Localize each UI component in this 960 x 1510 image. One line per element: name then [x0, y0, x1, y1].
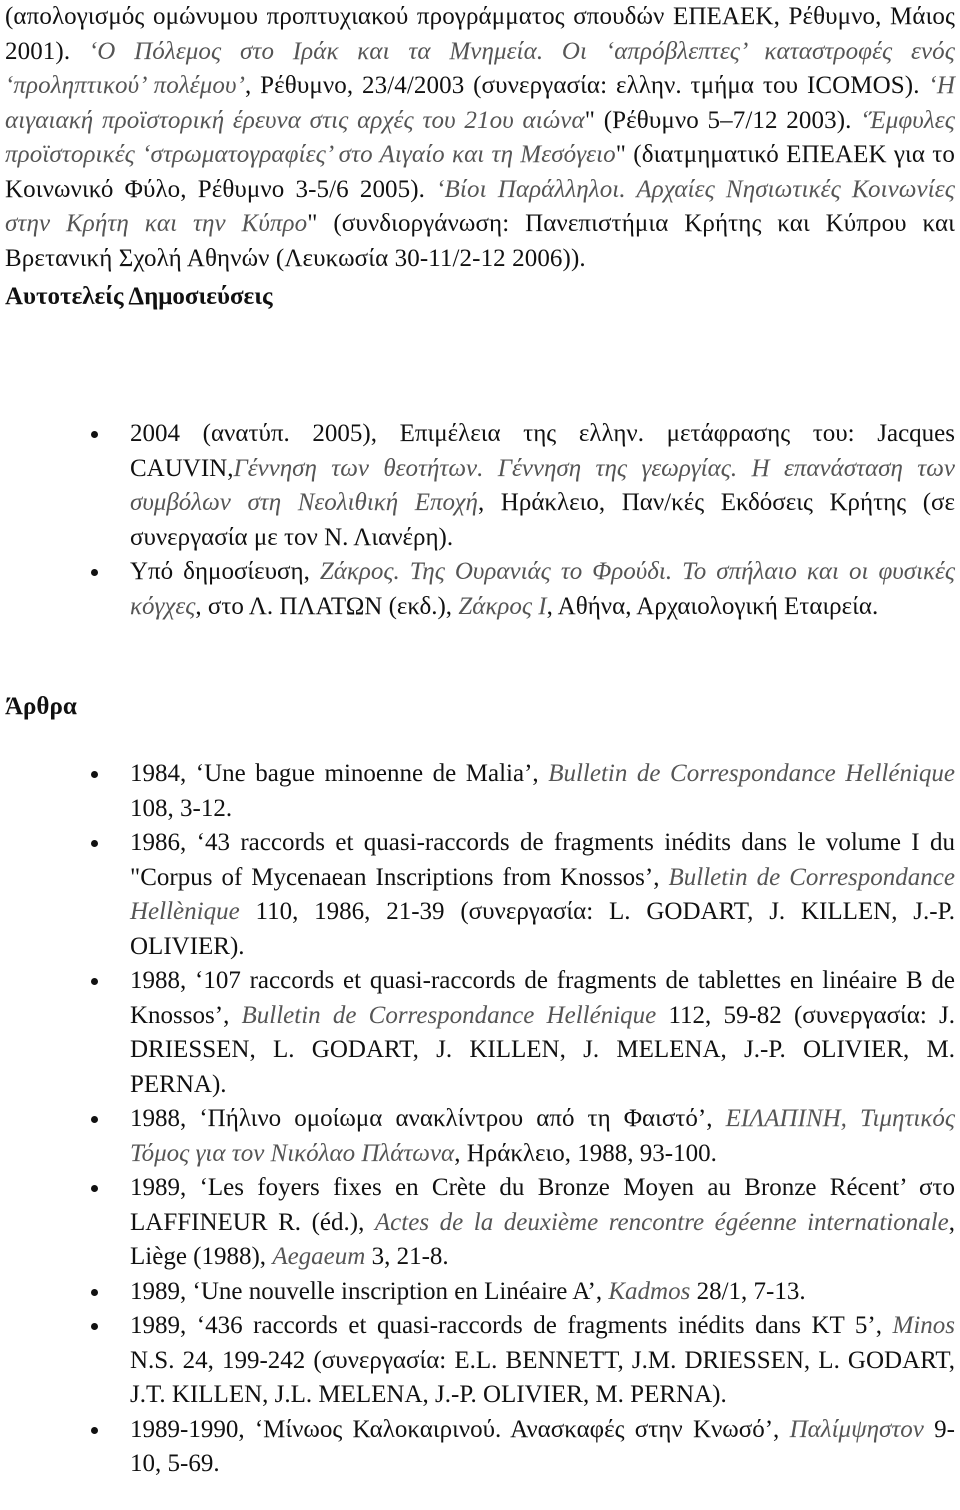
bullet-icon	[91, 771, 98, 778]
citation-text: 1988, ‘Πήλινο ομοίωμα ανακλίντρου από τη Φαιστό’,	[130, 1105, 726, 1132]
heading-monographs: Αυτοτελείς Δημοσιεύσεις	[5, 283, 273, 310]
italic-title-text: ‘Έμφυλες προϊστορικές ‘στρωματογραφίες’ στο Αιγαίο και τη Μεσόγειο	[5, 106, 955, 168]
italic-title-text: Γέννηση των θεοτήτων. Γέννηση της γεωργίας. Η επανάσταση των συμβόλων στη Νεολιθική Εποχή	[130, 454, 955, 516]
italic-title-text: Ζάκρος Ι	[458, 592, 547, 620]
article-list-item	[5, 964, 955, 1102]
bullet-icon	[91, 840, 98, 847]
italic-title-text: Bulletin de Correspondance Hellènique	[130, 863, 955, 925]
italic-title-text: Kadmos	[608, 1277, 691, 1305]
italic-title-text: ‘Βίοι Παράλληλοι. Αρχαίες Νησιωτικές Κοινωνίες στην Κρήτη και την Κύπρο	[5, 175, 955, 237]
bullet-icon	[91, 1289, 98, 1296]
article-list-item	[5, 757, 955, 826]
bullet-icon	[91, 431, 98, 438]
article-list-item	[5, 1309, 955, 1413]
monograph-list-item	[5, 417, 955, 555]
citation-text: " (Ρέθυμνο 5–7/12 2003).	[584, 106, 861, 134]
citation-text: " (διατμηματικό ΕΠΕΑΕΚ για το Κοινωνικό Φύλο, Ρέθυμνο 3-5/6 2005).	[5, 141, 955, 203]
italic-title-text: Aegaeum	[272, 1243, 366, 1270]
citation-text: 1989-1990, ‘Μίνωος Καλοκαιρινού. Ανασκαφές στην Κνωσό’,	[130, 1415, 790, 1443]
citation-text: 1989, ‘436 raccords et quasi-raccords de fragments inédits dans KT 5’,	[130, 1312, 893, 1339]
bullet-icon	[91, 1323, 98, 1330]
citation-text: 3, 21-8.	[365, 1243, 449, 1270]
italic-title-text: Minos	[892, 1312, 955, 1339]
italic-title-text: Bulletin de Correspondance Hellénique	[548, 760, 955, 787]
article-list-item	[5, 826, 955, 964]
italic-title-text: Ζάκρος. Της Ουρανιάς το Φρούδι. Το σπήλαιο και οι φυσικές κόγχες	[130, 558, 956, 620]
italic-title-text: ‘Ο Πόλεμος στο Ιράκ και τα Μνημεία. Οι ‘απρόβλεπτες’ καταστροφές ενός ‘προληπτικού’ πολέμου’	[5, 37, 955, 99]
citation-text: 9-10, 5-69.	[130, 1415, 956, 1477]
bullet-icon	[91, 978, 98, 985]
bullet-icon	[91, 1185, 98, 1192]
citation-text: 108, 3-12.	[130, 794, 233, 822]
italic-title-text: Bulletin de Correspondance Hellénique	[241, 1001, 657, 1029]
citation-text: 1984, ‘Une bague minoenne de Malia’,	[130, 760, 549, 787]
monograph-list-item	[5, 555, 955, 624]
article-list-item	[5, 1413, 955, 1482]
bullet-icon	[91, 569, 98, 576]
article-list-item	[5, 1102, 955, 1171]
citation-text: 1989, ‘Une nouvelle inscription en Linéaire A’,	[130, 1277, 609, 1305]
monographs-list	[5, 417, 955, 624]
italic-title-text: Actes de la deuxième rencontre égéenne internationale	[374, 1208, 949, 1236]
bullet-icon	[91, 1427, 98, 1434]
bullet-icon	[91, 1116, 98, 1123]
citation-text: , Liège (1988),	[130, 1208, 956, 1270]
citation-text: (απολογισμός ομώνυμου προπτυχιακού προγράμματος σπουδών ΕΠΕΑΕΚ, Ρέθυμνο, Μάιος 2001).	[5, 3, 955, 65]
citation-text: 112, 59-82 (συνεργασία: J. DRIESSEN, L. GODART, J. KILLEN, J. MELENA, J.-P. OLIVIER, M. PERNA).	[130, 1001, 955, 1098]
citation-text: 1989, ‘Les foyers fixes en Crète du Bronze Moyen au Bronze Récent’ στο LAFFINEUR R. (éd.),	[130, 1174, 955, 1236]
intro-paragraph	[5, 0, 955, 276]
citation-text: N.S. 24, 199-242 (συνεργασία: E.L. BENNETT, J.M. DRIESSEN, L. GODART, J.T. KILLEN, J.L. MELENA, J.-P. OLIVIER, M. PERNA).	[130, 1346, 955, 1408]
italic-title-text: ‘Η αιγαιακή προϊστορική έρευνα στις αρχές του 21ου αιώνα	[5, 72, 955, 134]
heading-articles: Άρθρα	[5, 693, 77, 720]
article-list-item	[5, 1171, 955, 1275]
italic-title-text: ΕΙΛΑΠΙΝΗ, Τιμητικός Τόμος για τον Νικόλαο Πλάτωνα	[130, 1105, 955, 1167]
italic-title-text: Παλίμψηστον	[789, 1415, 924, 1443]
citation-text: 110, 1986, 21-39 (συνεργασία: L. GODART, J. KILLEN, J.-P. OLIVIER).	[130, 898, 955, 960]
article-list-item	[5, 1275, 955, 1310]
citation-text: , στο Λ. ΠΛΑΤΩΝ (εκδ.),	[195, 592, 459, 620]
citation-text: 2004 (ανατύπ. 2005), Επιμέλεια της ελλην. μετάφρασης του: Jacques CAUVIN,	[130, 420, 955, 482]
citation-text: " (συνδιοργάνωση: Πανεπιστήμια Κρήτης και Κύπρου και Βρετανική Σχολή Αθηνών (Λευκωσία 30-11/2-12 2006)).	[5, 210, 955, 272]
articles-list	[5, 757, 955, 1482]
citation-text: , Αθήνα, Αρχαιολογική Εταιρεία.	[546, 592, 879, 620]
citation-text: 1986, ‘43 raccords et quasi-raccords de fragments inédits dans le volume I du "Corpus of Mycenaean Inscriptions from Knossos’,	[130, 829, 955, 891]
citation-text: , Ηράκλειο, 1988, 93-100.	[454, 1139, 717, 1167]
citation-text: 1988, ‘107 raccords et quasi-raccords de fragments de tablettes en linéaire B de Knossos’,	[130, 967, 955, 1029]
citation-text: , Ηράκλειο, Παν/κές Εκδόσεις Κρήτης (σε συνεργασία με τον Ν. Λιανέρη).	[130, 489, 955, 551]
citation-text: 28/1, 7-13.	[690, 1277, 806, 1305]
citation-text: Υπό δημοσίευση,	[130, 558, 320, 585]
citation-text: , Ρέθυμνο, 23/4/2003 (συνεργασία: ελλην. τμήμα του ICOMOS).	[245, 72, 929, 99]
